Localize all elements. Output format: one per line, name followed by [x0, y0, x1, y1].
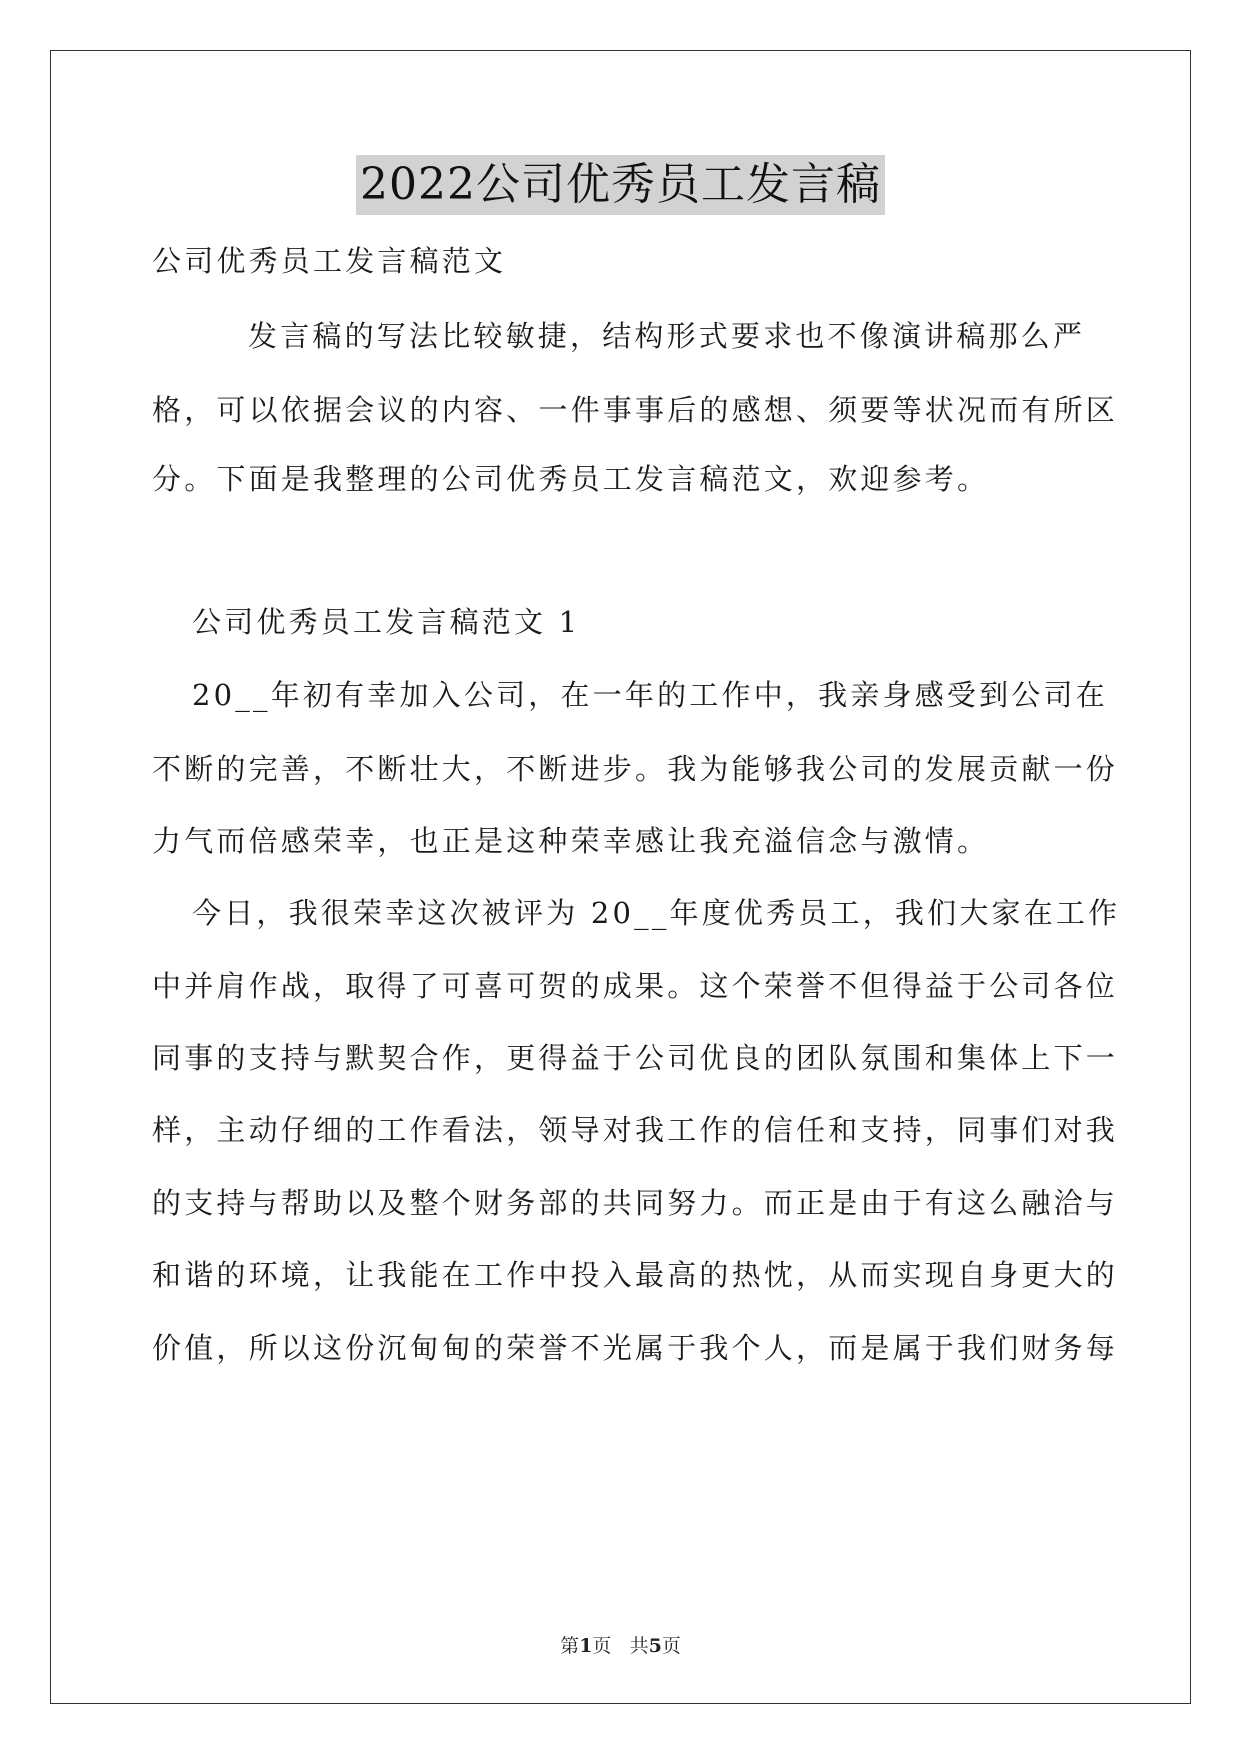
- page-prefix: 第: [560, 1635, 580, 1657]
- intro-line-2: 格，可以依据会议的内容、一件事事后的感想、须要等状况而有所区: [152, 393, 1119, 427]
- intro-line-3: 分。下面是我整理的公司优秀员工发言稿范文，欢迎参考。: [152, 462, 990, 496]
- page-unit: 页: [592, 1635, 612, 1657]
- total-page-count: 5: [648, 1635, 662, 1657]
- paragraph2-line-2: 中并肩作战，取得了可喜可贺的成果。这个荣誉不但得益于公司各位: [152, 969, 1119, 1003]
- paragraph2-line-6: 和谐的环境，让我能在工作中投入最高的热忱，从而实现自身更大的: [152, 1258, 1119, 1292]
- page-border: [50, 50, 1191, 1704]
- paragraph1-line-2: 不断的完善，不断壮大，不断进步。我为能够我公司的发展贡献一份: [152, 752, 1119, 786]
- document-title: 2022公司优秀员工发言稿: [356, 155, 885, 215]
- paragraph1-line-1: 20__年初有幸加入公司，在一年的工作中，我亲身感受到公司在: [192, 678, 1108, 712]
- paragraph2-line-1: 今日，我很荣幸这次被评为 20__年度优秀员工，我们大家在工作: [192, 896, 1121, 930]
- title-container: [0, 155, 1241, 215]
- paragraph2-line-5: 的支持与帮助以及整个财务部的共同努力。而正是由于有这么融洽与: [152, 1186, 1119, 1220]
- intro-line-1: 发言稿的写法比较敏捷，结构形式要求也不像演讲稿那么严: [248, 319, 1086, 353]
- paragraph2-line-3: 同事的支持与默契合作，更得益于公司优良的团队氛围和集体上下一: [152, 1041, 1119, 1075]
- section-heading: 公司优秀员工发言稿范文 1: [192, 605, 581, 639]
- document-subtitle: 公司优秀员工发言稿范文: [152, 244, 507, 278]
- paragraph1-line-3: 力气而倍感荣幸，也正是这种荣幸感让我充溢信念与激情。: [152, 824, 990, 858]
- paragraph2-line-4: 样，主动仔细的工作看法，领导对我工作的信任和支持，同事们对我: [152, 1113, 1119, 1147]
- paragraph2-line-7: 价值，所以这份沉甸甸的荣誉不光属于我个人，而是属于我们财务每: [152, 1331, 1119, 1365]
- total-unit: 页: [661, 1635, 681, 1657]
- total-prefix: 共: [629, 1635, 649, 1657]
- current-page-number: 1: [579, 1635, 593, 1657]
- page-footer: [0, 1631, 1241, 1658]
